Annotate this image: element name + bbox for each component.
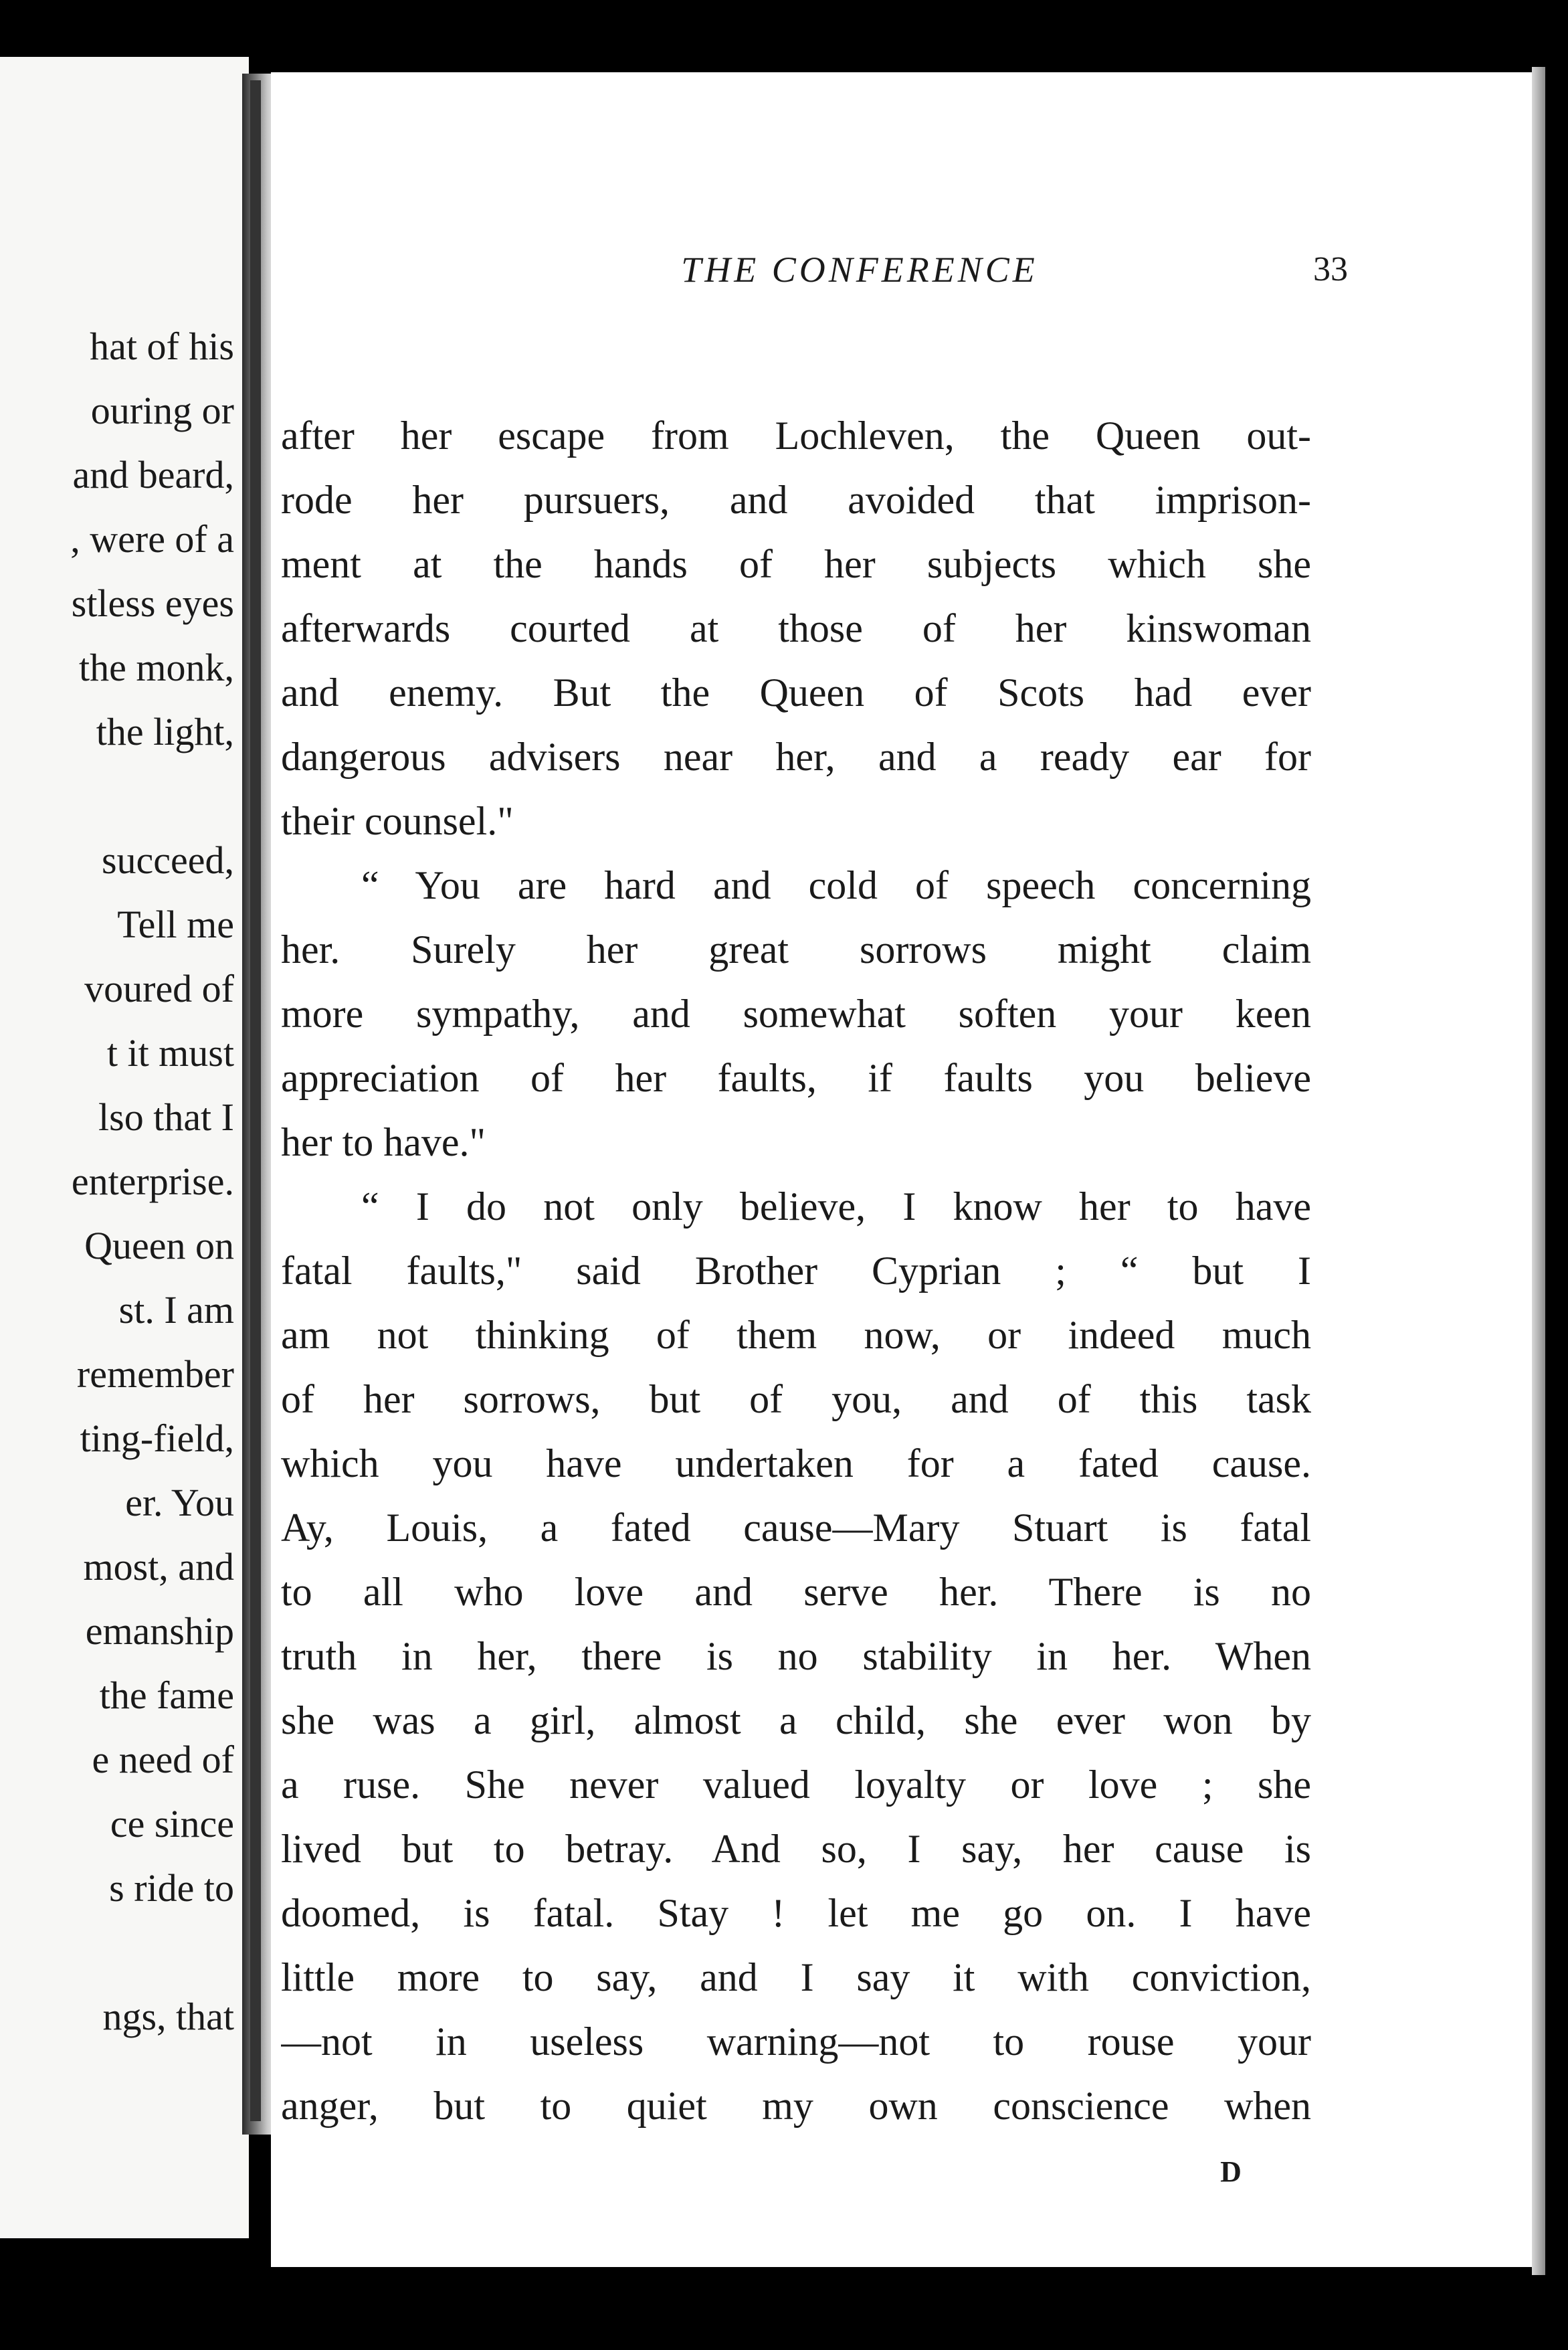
previous-page-line: s ride to (109, 1866, 234, 1910)
page-number: 33 (1313, 250, 1348, 288)
current-page (271, 72, 1545, 2267)
previous-page-line: hat of his (90, 325, 234, 368)
text-line: lived but to betray. And so, I say, her cause is (281, 1827, 1311, 1871)
previous-page-line: stless eyes (71, 581, 234, 625)
previous-page-fragment (0, 57, 249, 2238)
previous-page-line: , were of a (70, 517, 234, 561)
previous-page-line: t it must (106, 1031, 234, 1075)
previous-page-line: ce since (110, 1802, 234, 1845)
previous-page-line: ngs, that (102, 1995, 234, 2038)
previous-page-line: and beard, (72, 453, 234, 496)
text-line: after her escape from Lochleven, the Queen out- (281, 414, 1311, 458)
previous-page-line: remember (76, 1352, 234, 1396)
text-line: fatal faults," said Brother Cyprian ; “ but I (281, 1249, 1311, 1293)
text-line: more sympathy, and somewhat soften your keen (281, 992, 1311, 1036)
previous-page-line: Queen on (84, 1224, 234, 1267)
text-line: little more to say, and I say it with conviction, (281, 1955, 1311, 1999)
text-line: “ You are hard and cold of speech concerning (361, 863, 1311, 907)
previous-page-line: ting-field, (80, 1417, 234, 1460)
previous-page-line: the fame (99, 1674, 234, 1717)
previous-page-line: emanship (85, 1609, 234, 1653)
text-line: which you have undertaken for a fated cause. (281, 1441, 1311, 1485)
previous-page-line: st. I am (118, 1288, 234, 1332)
text-line: of her sorrows, but of you, and of this task (281, 1377, 1311, 1421)
text-line: truth in her, there is no stability in her. When (281, 1634, 1311, 1678)
previous-page-line: enterprise. (71, 1160, 234, 1203)
running-head (271, 243, 1545, 296)
text-line: a ruse. She never valued loyalty or love ; she (281, 1762, 1311, 1807)
text-line: —not in useless warning—not to rouse your (281, 2019, 1311, 2064)
previous-page-line: the monk, (79, 646, 234, 689)
previous-page-line: ouring or (90, 389, 234, 432)
binding-shadow (250, 80, 261, 2121)
text-line: appreciation of her faults, if faults you believe (281, 1056, 1311, 1100)
text-line: dangerous advisers near her, and a ready ear for (281, 735, 1311, 779)
text-line: Ay, Louis, a fated cause—Mary Stuart is fatal (281, 1506, 1311, 1550)
previous-page-line: Tell me (117, 903, 234, 946)
text-line: ment at the hands of her subjects which she (281, 542, 1311, 586)
text-line: “ I do not only believe, I know her to have (361, 1184, 1311, 1229)
previous-page-line: most, and (83, 1545, 234, 1589)
previous-page-line: er. You (125, 1481, 234, 1524)
text-line: to all who love and serve her. There is no (281, 1570, 1311, 1614)
previous-page-line: voured of (84, 967, 234, 1010)
previous-page-line: succeed, (101, 838, 234, 882)
text-line: and enemy. But the Queen of Scots had ever (281, 670, 1311, 715)
text-line: anger, but to quiet my own conscience when (281, 2084, 1311, 2128)
text-line: she was a girl, almost a child, she ever won by (281, 1698, 1311, 1742)
previous-page-line: the light, (96, 710, 234, 753)
previous-page-line: lso that I (98, 1095, 234, 1139)
text-line: her to have." (281, 1120, 486, 1164)
text-line: her. Surely her great sorrows might claim (281, 927, 1311, 972)
text-line: rode her pursuers, and avoided that imprison- (281, 478, 1311, 522)
text-line: doomed, is fatal. Stay ! let me go on. I have (281, 1891, 1311, 1935)
running-title: THE CONFERENCE (681, 250, 1038, 290)
text-line: am not thinking of them now, or indeed much (281, 1313, 1311, 1357)
text-line: their counsel." (281, 799, 514, 843)
signature-mark: D (1220, 2155, 1242, 2188)
previous-page-line: e need of (92, 1738, 234, 1781)
page-edge (1532, 67, 1545, 2275)
text-line: afterwards courted at those of her kinswoman (281, 606, 1311, 650)
